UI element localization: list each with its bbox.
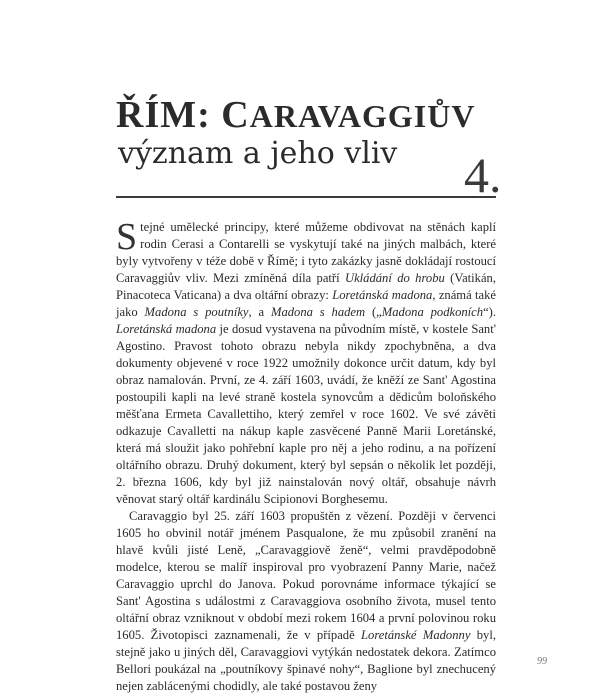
chapter-title-initial: Ř (116, 94, 145, 136)
p1-italic-3: Madona s poutníky (144, 305, 249, 319)
p1-text-7: je dosud vystavena na původním místě, v kostele Sant' Agostino. Pravost tohoto obrazu nebyla nikdy zpochybněna, a dva dokumenty objevené v roce 1922 umožnily dokonce určit datum, kdy byl obraz namalován. První, ze 4. září 1603, uvádí, že kněží ze Sant' Agostina postoupili kapli na levé straně kostela synovcům a dědicům boloňského měšťana Ermeta Cavallettiho, který zemřel v roce 1602. Ve své závěti odkazuje Cavalletti na nákup kaple zasvěcené Panně Marii Loretánské, která má sloužit jako pohřební kaple pro něj a jeho rodinu, a na pořízení oltářního obrazu. Druhý dokument, který byl sepsán o několik let později, 2. března 1606, kdy byl již nainstalován nový oltář, obsahuje návrh věnovat starý oltář kardinálu Scipionovi Borghesemu. (116, 322, 496, 506)
p2-text-2: byl, stejně jako u jiných děl, Caravaggiovi vytýkán nedostatek dekora. Zatímco Bellori poukázal na „poutníkovy špinavé nohy“, Baglione byl znechucený nejen zablácenými chodidly, ale také postavou ženy (116, 628, 496, 693)
p1-text: tejné umělecké principy, které můžeme obdivovat na stěnách kaplí rodin Cerasi a Contarelli se vyskytují také na jiných malbách, které byly vytvořeny v téže době v Římě; i tyto zakázky jasně dokládají rostoucí Caravaggiův vliv. Mezi zmíněná díla patří (116, 220, 496, 285)
chapter-title (116, 93, 475, 137)
paragraph-1 (116, 216, 496, 508)
title-rule (116, 196, 496, 198)
paragraph-2 (116, 508, 496, 695)
chapter-number: 4. (464, 147, 502, 203)
p2-italic-1: Loretánské Madonny (361, 628, 471, 642)
chapter-subtitle: význam a jeho vliv (118, 136, 398, 171)
p1-italic-5: Madona podkoních (381, 305, 484, 319)
p1-text-4: , a (248, 305, 271, 319)
chapter-title-rest2: ARAVAGGIŮV (249, 98, 476, 134)
p1-text-5: („ (365, 305, 382, 319)
p1-italic-1: Ukládání do hrobu (344, 271, 445, 285)
p1-italic-4: Madona s hadem (270, 305, 366, 319)
p2-text: Caravaggio byl 25. září 1603 propuštěn z vězení. Později v červenci 1605 ho obvinil notář jménem Pasqualone, že mu způsobil zranění na hlavě kvůli jisté Leně, „Caravaggiově ženě“, velmi pravděpodobně modelce, kterou se malíř inspiroval pro vyobrazení Panny Marie, načež Caravaggio uprchl do Janova. Pokud porovnáme informace týkající se Sant' Agostina s událostmi z Caravaggiova osobního života, musel tento oltářní obraz vzniknout v období mezi rokem 1604 a první polovinou roku 1605. Životopisci zaznamenali, že v případě (116, 509, 496, 642)
drop-cap: S (116, 216, 138, 258)
p1-text-6: “). (483, 305, 496, 319)
body-text (116, 216, 496, 695)
p1-italic-6: Loretánská madona (116, 322, 217, 336)
p1-text-2: (Vatikán, Pinacoteca Vaticana) a dva oltářní obrazy: (116, 271, 496, 302)
p1-text-3: , známá také jako (116, 288, 496, 319)
page-number: 99 (537, 656, 547, 667)
chapter-title-rest: ÍM: C (144, 94, 250, 136)
p1-italic-2: Loretánská madona (332, 288, 433, 302)
